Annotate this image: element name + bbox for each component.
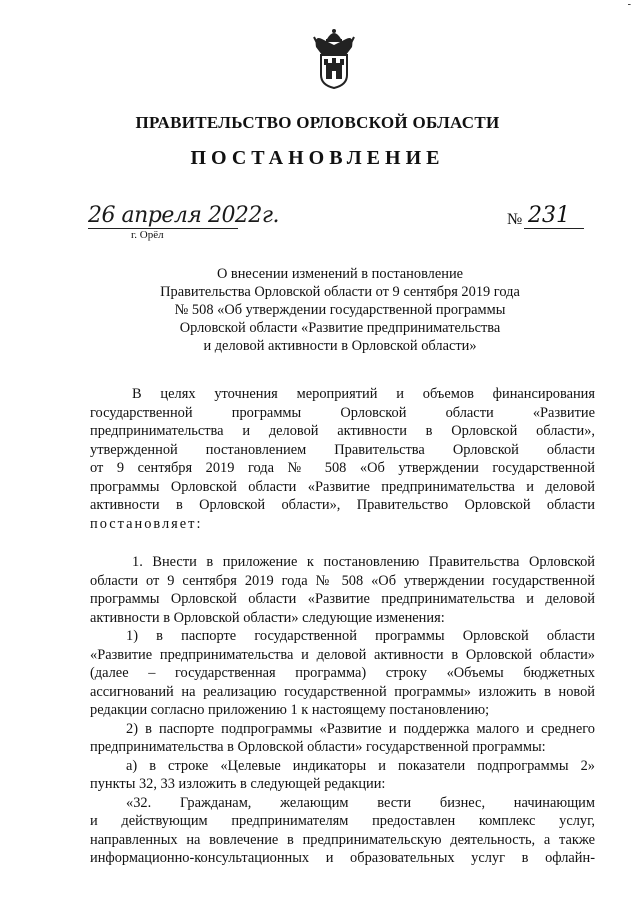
subject-line: Орловской области «Развитие предпринимательства <box>179 320 501 336</box>
point1-line: программы Орловской области «Развитие предпринимательства и деловой <box>90 591 595 607</box>
coat-of-arms-emblem <box>312 25 356 89</box>
preamble-line: от 9 сентября 2019 года № 508 «Об утверждении государственной <box>90 460 595 476</box>
preamble-line: государственной программы Орловской области «Развитие <box>90 404 595 421</box>
sub2a-line: а) в строке «Целевые индикаторы и показатели подпрограммы 2» <box>126 757 595 774</box>
sub1-line: (далее – государственная программа) строку «Объемы бюджетных <box>90 665 595 681</box>
subject-line: и деловой активности в Орловской области» <box>203 338 477 354</box>
sub1-line: «Развитие предпринимательства и деловой активности в Орловской области» <box>90 646 595 663</box>
number-underline <box>524 228 584 229</box>
point1-line: области от 9 сентября 2019 года № 508 «Об утверждении государственной <box>90 572 595 589</box>
quote-line: информационно-консультационных и образовательных услуг в офлайн- <box>90 850 595 866</box>
subject-line: № 508 «Об утверждении государственной программы <box>174 302 506 318</box>
preamble-line: утвержденной постановлением Правительства Орловской области <box>90 441 595 458</box>
number-label: № <box>507 211 523 228</box>
preamble-line: активности в Орловской области», Правительство Орловской области <box>90 497 595 513</box>
government-title: ПРАВИТЕЛЬСТВО ОРЛОВСКОЙ ОБЛАСТИ <box>135 113 500 132</box>
point1-line: активности в Орловской области» следующие изменения: <box>90 609 445 626</box>
sub1-line: редакции согласно приложению 1 к настоящему постановлению; <box>90 702 490 718</box>
sub1-line: ассигнований на реализацию государственной программы» изложить в новой <box>90 683 595 700</box>
sub2-line: 2) в паспорте подпрограммы «Развитие и поддержка малого и среднего <box>126 720 595 737</box>
city-label: г. Орёл <box>131 229 164 241</box>
preamble-line: В целях уточнения мероприятий и объемов финансирования <box>132 386 595 402</box>
corner-mark: - <box>627 0 631 10</box>
handwritten-date: 26 апреля 2022г. <box>88 203 280 228</box>
subject-line: О внесении изменений в постановление <box>216 266 464 282</box>
point1-line: 1. Внести в приложение к постановлению Правительства Орловской <box>132 554 595 570</box>
quote-line: и действующим предпринимателям предоставлен комплекс услуг, <box>90 813 595 829</box>
sub2a-line: пункты 32, 33 изложить в следующей редакции: <box>90 776 386 792</box>
document-type: ПОСТАНОВЛЕНИЕ <box>190 147 445 169</box>
quote-line: «32. Гражданам, желающим вести бизнес, начинающим <box>126 794 595 811</box>
preamble-line: предпринимательства и деловой активности в Орловской области», <box>90 423 595 439</box>
sub1-line: 1) в паспорте государственной программы Орловской области <box>126 628 595 644</box>
sub2-line: предпринимательства в Орловской области» государственной программы: <box>90 739 546 755</box>
handwritten-number: 231 <box>528 203 570 228</box>
document-subject <box>140 265 540 355</box>
subject-line: Правительства Орловской области от 9 сентября 2019 года <box>160 284 520 300</box>
preamble-line: программы Орловской области «Развитие предпринимательства и деловой <box>90 478 595 495</box>
quote-line: направленных на вовлечение в предпринимательскую деятельность, а также <box>90 831 595 848</box>
preamble-resolves: постановляет: <box>90 515 203 532</box>
document-body <box>90 385 595 868</box>
